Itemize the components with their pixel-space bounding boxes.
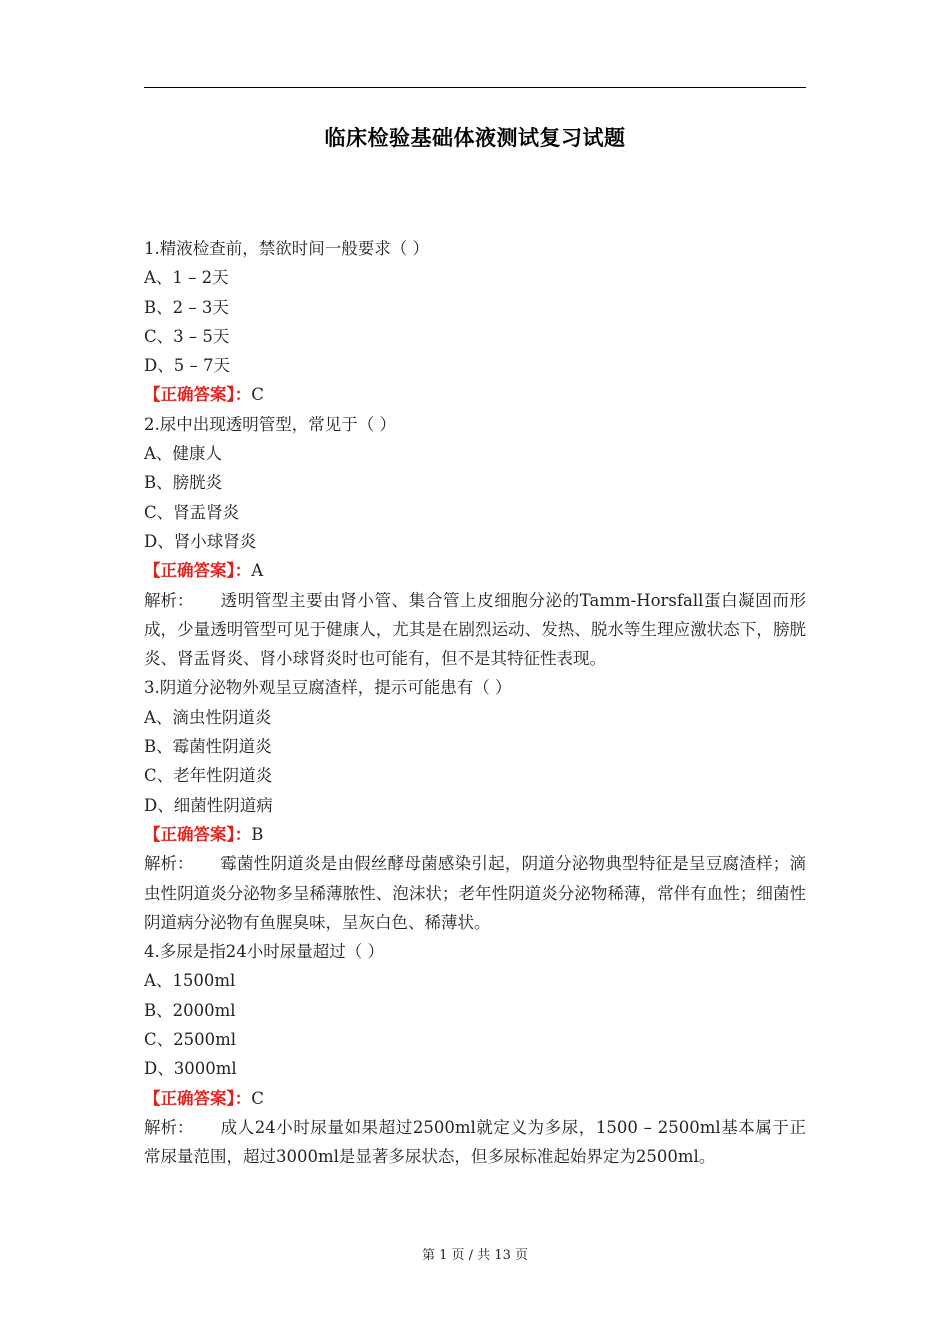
analysis-label: 解析： [144,854,194,874]
option-c: C、2500ml [144,1030,237,1050]
answer-label: 【正确答案】： [144,824,252,844]
answer-value: B [251,824,264,844]
question-list [144,234,806,1172]
document-title: 临床检验基础体液测试复习试题 [324,126,626,150]
question-stem: 3.阴道分泌物外观呈豆腐渣样，提示可能患有（ ） [144,678,512,698]
option-d: D、5 – 7天 [144,356,230,376]
option-d: D、肾小球肾炎 [144,531,257,551]
option-b: B、2 – 3天 [144,297,229,317]
question-1 [144,234,806,410]
analysis-label: 解析： [144,1117,194,1137]
question-stem: 2.尿中出现透明管型，常见于（ ） [144,414,396,434]
option-b: B、2000ml [144,1000,236,1020]
answer-label: 【正确答案】： [144,385,252,405]
option-a: A、滴虫性阴道炎 [144,707,272,727]
answer-line [144,820,806,849]
analysis-label: 解析： [144,590,194,610]
analysis-text: 透明管型主要由肾小管、集合管上皮细胞分泌的Tamm-Horsfall蛋白凝固而形成，少量透明管型可见于健康人，尤其是在剧烈运动、发热、脱水等生理应激状态下，膀胱炎、肾盂肾炎、肾小球肾炎时也可能有，但不是其特征性表现。 [144,590,806,669]
question-4 [144,937,806,1171]
option-a: A、健康人 [144,444,222,464]
analysis-text: 成人24小时尿量如果超过2500ml就定义为多尿，1500 – 2500ml基本属于正常尿量范围，超过3000ml是显著多尿状态，但多尿标准起始界定为2500ml。 [144,1117,806,1167]
analysis-paragraph [144,1113,806,1172]
analysis-paragraph [144,849,806,937]
analysis-text: 霉菌性阴道炎是由假丝酵母菌感染引起，阴道分泌物典型特征是呈豆腐渣样；滴虫性阴道炎分泌物多呈稀薄脓性、泡沫状；老年性阴道炎分泌物稀薄，常伴有血性；细菌性阴道病分泌物有鱼腥臭味，呈灰白色、稀薄状。 [144,854,806,932]
question-2 [144,410,806,674]
answer-label: 【正确答案】： [144,561,252,581]
option-d: D、细菌性阴道病 [144,795,273,815]
option-b: B、霉菌性阴道炎 [144,737,272,757]
header-rule [144,87,806,88]
answer-value: C [251,1088,264,1108]
option-c: C、3 – 5天 [144,326,230,346]
page-footer: 第 1 页 / 共 13 页 [422,1248,528,1263]
option-d: D、3000ml [144,1059,237,1079]
option-c: C、老年性阴道炎 [144,766,273,786]
question-3 [144,673,806,937]
option-c: C、肾盂肾炎 [144,502,240,522]
answer-value: C [251,385,264,405]
answer-value: A [251,561,264,581]
question-stem: 1.精液检查前，禁欲时间一般要求（ ） [144,239,429,258]
answer-label: 【正确答案】： [144,1088,252,1108]
question-stem: 4.多尿是指24小时尿量超过（ ） [144,942,384,962]
option-a: A、1500ml [144,971,236,991]
option-b: B、膀胱炎 [144,473,223,493]
answer-line [144,1084,806,1113]
analysis-paragraph [144,586,806,674]
option-a: A、1 – 2天 [144,268,229,288]
answer-line [144,380,806,409]
answer-line [144,556,806,585]
